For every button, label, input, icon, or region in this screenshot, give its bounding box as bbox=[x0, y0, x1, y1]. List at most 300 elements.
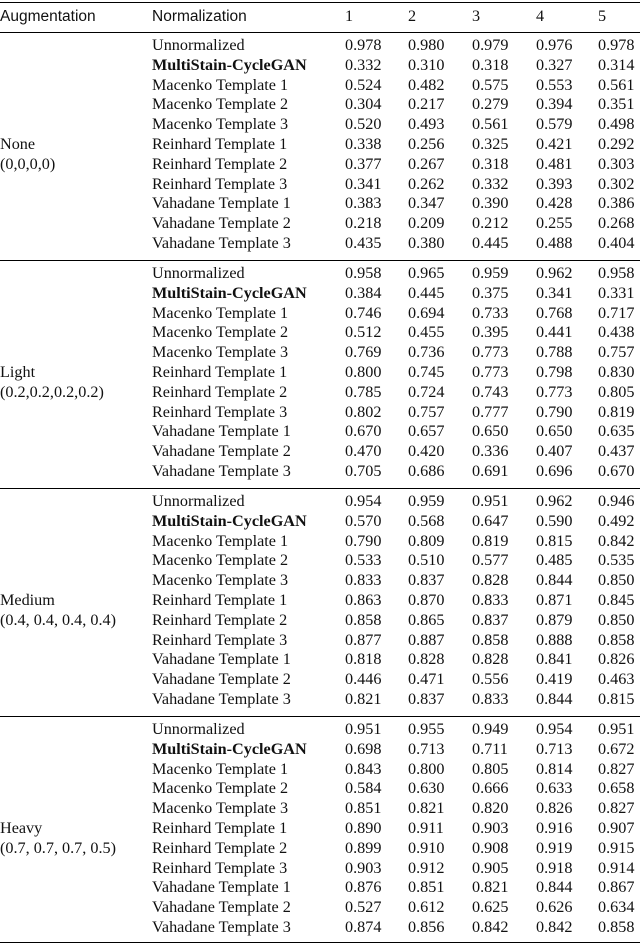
value-cell: 0.338 bbox=[345, 135, 382, 153]
value-cell: 0.903 bbox=[472, 819, 509, 837]
normalization-label: MultiStain-CycleGAN bbox=[152, 739, 307, 758]
value-cell: 0.826 bbox=[598, 650, 635, 669]
value-cell: 0.498 bbox=[598, 115, 635, 134]
table-row bbox=[0, 36, 640, 56]
table-row bbox=[0, 304, 640, 324]
value-cell: 0.819 bbox=[598, 402, 635, 421]
value-cell: 0.979 bbox=[472, 36, 509, 54]
value-cell: 0.951 bbox=[472, 492, 509, 510]
value-cell: 0.696 bbox=[536, 462, 573, 480]
normalization-label: Reinhard Template 2 bbox=[152, 838, 288, 857]
value-cell: 0.625 bbox=[472, 898, 509, 917]
value-cell: 0.634 bbox=[598, 898, 635, 917]
value-cell: 0.828 bbox=[472, 650, 509, 669]
value-cell: 0.445 bbox=[472, 234, 509, 252]
value-cell: 0.318 bbox=[472, 154, 509, 173]
value-cell: 0.958 bbox=[345, 264, 382, 282]
value-cell: 0.876 bbox=[345, 878, 382, 897]
value-cell: 0.438 bbox=[598, 323, 635, 342]
value-cell: 0.833 bbox=[472, 591, 509, 609]
value-cell: 0.828 bbox=[472, 571, 509, 590]
normalization-label: Vahadane Template 1 bbox=[152, 650, 291, 669]
table-row bbox=[0, 214, 640, 234]
value-cell: 0.404 bbox=[598, 234, 635, 252]
value-cell: 0.310 bbox=[408, 55, 445, 74]
normalization-label: Reinhard Template 3 bbox=[152, 174, 288, 193]
value-cell: 0.351 bbox=[598, 95, 635, 114]
header-col-1: 1 bbox=[345, 7, 354, 25]
table-row bbox=[0, 155, 640, 175]
value-cell: 0.698 bbox=[345, 739, 382, 758]
value-cell: 0.788 bbox=[536, 343, 573, 362]
value-cell: 0.332 bbox=[345, 55, 382, 74]
table-row bbox=[0, 95, 640, 115]
normalization-label: Macenko Template 3 bbox=[152, 571, 289, 590]
value-cell: 0.814 bbox=[536, 759, 573, 778]
value-cell: 0.694 bbox=[408, 303, 445, 322]
value-cell: 0.492 bbox=[598, 511, 635, 530]
value-cell: 0.302 bbox=[598, 174, 635, 193]
value-cell: 0.773 bbox=[472, 363, 509, 381]
table-row bbox=[0, 194, 640, 214]
value-cell: 0.768 bbox=[536, 303, 573, 322]
value-cell: 0.256 bbox=[408, 135, 445, 153]
value-cell: 0.527 bbox=[345, 898, 382, 917]
value-cell: 0.837 bbox=[408, 690, 445, 708]
augmentation-params: (0.2,0.2,0.2,0.2) bbox=[0, 383, 104, 401]
value-cell: 0.691 bbox=[472, 462, 509, 480]
augmentation-name: Heavy bbox=[0, 819, 43, 837]
table-row bbox=[0, 175, 640, 195]
value-cell: 0.485 bbox=[536, 551, 573, 570]
normalization-label: Macenko Template 1 bbox=[152, 75, 289, 94]
augmentation-name: Medium bbox=[0, 591, 55, 609]
normalization-label: Vahadane Template 2 bbox=[152, 898, 291, 917]
table-row bbox=[0, 591, 640, 611]
value-cell: 0.561 bbox=[598, 75, 635, 94]
value-cell: 0.962 bbox=[536, 492, 573, 510]
value-cell: 0.327 bbox=[536, 55, 573, 74]
normalization-label: Vahadane Template 3 bbox=[152, 690, 291, 708]
value-cell: 0.777 bbox=[472, 402, 509, 421]
value-cell: 0.908 bbox=[472, 838, 509, 857]
table-row bbox=[0, 135, 640, 155]
value-cell: 0.268 bbox=[598, 214, 635, 233]
value-cell: 0.843 bbox=[345, 759, 382, 778]
normalization-label: Vahadane Template 2 bbox=[152, 214, 291, 233]
value-cell: 0.556 bbox=[472, 670, 509, 689]
value-cell: 0.626 bbox=[536, 898, 573, 917]
value-cell: 0.568 bbox=[408, 511, 445, 530]
value-cell: 0.773 bbox=[536, 382, 573, 401]
value-cell: 0.757 bbox=[408, 402, 445, 421]
value-cell: 0.421 bbox=[536, 135, 573, 153]
normalization-label: Vahadane Template 3 bbox=[152, 918, 291, 936]
value-cell: 0.630 bbox=[408, 779, 445, 798]
value-cell: 0.959 bbox=[408, 492, 445, 510]
value-cell: 0.520 bbox=[345, 115, 382, 134]
normalization-label: Vahadane Template 3 bbox=[152, 234, 291, 252]
value-cell: 0.420 bbox=[408, 442, 445, 461]
value-cell: 0.428 bbox=[536, 194, 573, 213]
value-cell: 0.946 bbox=[598, 492, 635, 510]
table-row bbox=[0, 918, 640, 938]
augmentation-name: Light bbox=[0, 363, 36, 381]
value-cell: 0.347 bbox=[408, 194, 445, 213]
value-cell: 0.733 bbox=[472, 303, 509, 322]
table-row bbox=[0, 551, 640, 571]
value-cell: 0.842 bbox=[472, 918, 509, 936]
table-row bbox=[0, 670, 640, 690]
value-cell: 0.217 bbox=[408, 95, 445, 114]
value-cell: 0.713 bbox=[408, 739, 445, 758]
value-cell: 0.482 bbox=[408, 75, 445, 94]
header-col-5: 5 bbox=[598, 7, 607, 25]
value-cell: 0.650 bbox=[472, 422, 509, 441]
table-row bbox=[0, 898, 640, 918]
value-cell: 0.821 bbox=[345, 690, 382, 708]
value-cell: 0.837 bbox=[408, 571, 445, 590]
value-cell: 0.635 bbox=[598, 422, 635, 441]
value-cell: 0.575 bbox=[472, 75, 509, 94]
table-row bbox=[0, 264, 640, 284]
value-cell: 0.815 bbox=[536, 531, 573, 550]
value-cell: 0.949 bbox=[472, 720, 509, 738]
value-cell: 0.978 bbox=[345, 36, 382, 54]
value-cell: 0.820 bbox=[472, 799, 509, 818]
value-cell: 0.262 bbox=[408, 174, 445, 193]
group-separator-rule bbox=[0, 716, 640, 717]
normalization-label: Vahadane Template 1 bbox=[152, 194, 291, 213]
value-cell: 0.470 bbox=[345, 442, 382, 461]
normalization-label: Unnormalized bbox=[152, 36, 245, 54]
table-row bbox=[0, 56, 640, 76]
table-row bbox=[0, 740, 640, 760]
value-cell: 0.865 bbox=[408, 610, 445, 629]
value-cell: 0.657 bbox=[408, 422, 445, 441]
table-row bbox=[0, 760, 640, 780]
bottom-rule bbox=[0, 942, 640, 943]
value-cell: 0.255 bbox=[536, 214, 573, 233]
value-cell: 0.481 bbox=[536, 154, 573, 173]
normalization-label: Macenko Template 1 bbox=[152, 303, 289, 322]
normalization-label: Reinhard Template 1 bbox=[152, 363, 288, 381]
value-cell: 0.888 bbox=[536, 630, 573, 649]
normalization-label: Macenko Template 3 bbox=[152, 799, 289, 818]
value-cell: 0.686 bbox=[408, 462, 445, 480]
value-cell: 0.745 bbox=[408, 363, 445, 381]
normalization-label: Macenko Template 3 bbox=[152, 115, 289, 134]
value-cell: 0.958 bbox=[598, 264, 635, 282]
value-cell: 0.851 bbox=[345, 799, 382, 818]
value-cell: 0.579 bbox=[536, 115, 573, 134]
value-cell: 0.743 bbox=[472, 382, 509, 401]
value-cell: 0.717 bbox=[598, 303, 635, 322]
normalization-label: Macenko Template 1 bbox=[152, 759, 289, 778]
table-row bbox=[0, 492, 640, 512]
value-cell: 0.915 bbox=[598, 838, 635, 857]
value-cell: 0.833 bbox=[345, 571, 382, 590]
value-cell: 0.790 bbox=[345, 531, 382, 550]
value-cell: 0.905 bbox=[472, 858, 509, 877]
table-row bbox=[0, 462, 640, 482]
value-cell: 0.800 bbox=[345, 363, 382, 381]
augmentation-params: (0,0,0,0) bbox=[0, 155, 56, 173]
value-cell: 0.724 bbox=[408, 382, 445, 401]
value-cell: 0.471 bbox=[408, 670, 445, 689]
table-row bbox=[0, 442, 640, 462]
value-cell: 0.858 bbox=[345, 610, 382, 629]
table-row bbox=[0, 631, 640, 651]
value-cell: 0.384 bbox=[345, 283, 382, 302]
value-cell: 0.769 bbox=[345, 343, 382, 362]
value-cell: 0.911 bbox=[408, 819, 444, 837]
value-cell: 0.672 bbox=[598, 739, 635, 758]
value-cell: 0.858 bbox=[472, 630, 509, 649]
value-cell: 0.209 bbox=[408, 214, 445, 233]
value-cell: 0.828 bbox=[408, 650, 445, 669]
table-row bbox=[0, 403, 640, 423]
value-cell: 0.510 bbox=[408, 551, 445, 570]
value-cell: 0.658 bbox=[598, 779, 635, 798]
value-cell: 0.419 bbox=[536, 670, 573, 689]
value-cell: 0.954 bbox=[345, 492, 382, 510]
value-cell: 0.314 bbox=[598, 55, 635, 74]
value-cell: 0.553 bbox=[536, 75, 573, 94]
normalization-label: Reinhard Template 2 bbox=[152, 154, 288, 173]
normalization-label: Reinhard Template 2 bbox=[152, 382, 288, 401]
augmentation-name: None bbox=[0, 135, 36, 153]
value-cell: 0.837 bbox=[472, 610, 509, 629]
value-cell: 0.851 bbox=[408, 878, 445, 897]
value-cell: 0.341 bbox=[536, 283, 573, 302]
table-row bbox=[0, 76, 640, 96]
value-cell: 0.951 bbox=[345, 720, 382, 738]
value-cell: 0.844 bbox=[536, 690, 573, 708]
value-cell: 0.879 bbox=[536, 610, 573, 629]
table-row bbox=[0, 115, 640, 135]
value-cell: 0.561 bbox=[472, 115, 509, 134]
table-row bbox=[0, 323, 640, 343]
value-cell: 0.800 bbox=[408, 759, 445, 778]
value-cell: 0.951 bbox=[598, 720, 635, 738]
value-cell: 0.395 bbox=[472, 323, 509, 342]
table-row bbox=[0, 878, 640, 898]
value-cell: 0.488 bbox=[536, 234, 573, 252]
value-cell: 0.844 bbox=[536, 571, 573, 590]
value-cell: 0.842 bbox=[536, 918, 573, 936]
value-cell: 0.863 bbox=[345, 591, 382, 609]
value-cell: 0.446 bbox=[345, 670, 382, 689]
value-cell: 0.441 bbox=[536, 323, 573, 342]
value-cell: 0.821 bbox=[472, 878, 509, 897]
table-row bbox=[0, 343, 640, 363]
value-cell: 0.670 bbox=[345, 422, 382, 441]
value-cell: 0.493 bbox=[408, 115, 445, 134]
value-cell: 0.746 bbox=[345, 303, 382, 322]
value-cell: 0.705 bbox=[345, 462, 382, 480]
value-cell: 0.959 bbox=[472, 264, 509, 282]
normalization-label: Reinhard Template 3 bbox=[152, 402, 288, 421]
value-cell: 0.955 bbox=[408, 720, 445, 738]
value-cell: 0.577 bbox=[472, 551, 509, 570]
header-row bbox=[0, 7, 640, 27]
value-cell: 0.858 bbox=[598, 630, 635, 649]
value-cell: 0.590 bbox=[536, 511, 573, 530]
value-cell: 0.871 bbox=[536, 591, 573, 609]
value-cell: 0.394 bbox=[536, 95, 573, 114]
value-cell: 0.826 bbox=[536, 799, 573, 818]
normalization-label: Reinhard Template 1 bbox=[152, 819, 288, 837]
table-row bbox=[0, 650, 640, 670]
table-row bbox=[0, 571, 640, 591]
value-cell: 0.821 bbox=[408, 799, 445, 818]
value-cell: 0.512 bbox=[345, 323, 382, 342]
value-cell: 0.833 bbox=[472, 690, 509, 708]
header-col-2: 2 bbox=[408, 7, 417, 25]
value-cell: 0.711 bbox=[472, 739, 508, 758]
group-separator-rule bbox=[0, 260, 640, 261]
normalization-label: Reinhard Template 2 bbox=[152, 610, 288, 629]
normalization-label: Macenko Template 2 bbox=[152, 779, 289, 798]
value-cell: 0.341 bbox=[345, 174, 382, 193]
normalization-label: Reinhard Template 3 bbox=[152, 858, 288, 877]
value-cell: 0.332 bbox=[472, 174, 509, 193]
table-row bbox=[0, 284, 640, 304]
normalization-label: Unnormalized bbox=[152, 720, 245, 738]
value-cell: 0.965 bbox=[408, 264, 445, 282]
table-row bbox=[0, 819, 640, 839]
header-col-3: 3 bbox=[472, 7, 481, 25]
value-cell: 0.870 bbox=[408, 591, 445, 609]
value-cell: 0.279 bbox=[472, 95, 509, 114]
normalization-label: Macenko Template 1 bbox=[152, 531, 289, 550]
top-rule bbox=[0, 2, 640, 3]
value-cell: 0.850 bbox=[598, 610, 635, 629]
value-cell: 0.890 bbox=[345, 819, 382, 837]
group-separator-rule bbox=[0, 32, 640, 33]
value-cell: 0.383 bbox=[345, 194, 382, 213]
value-cell: 0.874 bbox=[345, 918, 382, 936]
value-cell: 0.218 bbox=[345, 214, 382, 233]
value-cell: 0.907 bbox=[598, 819, 635, 837]
value-cell: 0.790 bbox=[536, 402, 573, 421]
value-cell: 0.377 bbox=[345, 154, 382, 173]
value-cell: 0.633 bbox=[536, 779, 573, 798]
value-cell: 0.978 bbox=[598, 36, 635, 54]
value-cell: 0.954 bbox=[536, 720, 573, 738]
value-cell: 0.827 bbox=[598, 759, 635, 778]
value-cell: 0.916 bbox=[536, 819, 573, 837]
header-augmentation: Augmentation bbox=[0, 8, 96, 25]
normalization-label: Macenko Template 2 bbox=[152, 95, 289, 114]
value-cell: 0.570 bbox=[345, 511, 382, 530]
value-cell: 0.407 bbox=[536, 442, 573, 461]
value-cell: 0.785 bbox=[345, 382, 382, 401]
value-cell: 0.867 bbox=[598, 878, 635, 897]
value-cell: 0.802 bbox=[345, 402, 382, 421]
value-cell: 0.435 bbox=[345, 234, 382, 252]
value-cell: 0.850 bbox=[598, 571, 635, 590]
value-cell: 0.325 bbox=[472, 135, 509, 153]
value-cell: 0.830 bbox=[598, 363, 635, 381]
value-cell: 0.292 bbox=[598, 135, 635, 153]
value-cell: 0.318 bbox=[472, 55, 509, 74]
value-cell: 0.819 bbox=[472, 531, 509, 550]
table-row bbox=[0, 799, 640, 819]
value-cell: 0.773 bbox=[472, 343, 509, 362]
augmentation-params: (0.7, 0.7, 0.7, 0.5) bbox=[0, 839, 116, 857]
table-row bbox=[0, 690, 640, 710]
value-cell: 0.535 bbox=[598, 551, 635, 570]
table-row bbox=[0, 422, 640, 442]
value-cell: 0.845 bbox=[598, 591, 635, 609]
normalization-label: Vahadane Template 3 bbox=[152, 462, 291, 480]
value-cell: 0.980 bbox=[408, 36, 445, 54]
normalization-label: Reinhard Template 1 bbox=[152, 591, 288, 609]
value-cell: 0.877 bbox=[345, 630, 382, 649]
value-cell: 0.437 bbox=[598, 442, 635, 461]
normalization-label: Vahadane Template 1 bbox=[152, 878, 291, 897]
value-cell: 0.713 bbox=[536, 739, 573, 758]
table-row bbox=[0, 363, 640, 383]
value-cell: 0.903 bbox=[345, 858, 382, 877]
header-col-4: 4 bbox=[536, 7, 545, 25]
normalization-label: Macenko Template 2 bbox=[152, 551, 289, 570]
group-separator-rule bbox=[0, 488, 640, 489]
value-cell: 0.380 bbox=[408, 234, 445, 252]
value-cell: 0.463 bbox=[598, 670, 635, 689]
value-cell: 0.303 bbox=[598, 154, 635, 173]
value-cell: 0.919 bbox=[536, 838, 573, 857]
normalization-label: Reinhard Template 1 bbox=[152, 135, 288, 153]
value-cell: 0.856 bbox=[408, 918, 445, 936]
value-cell: 0.899 bbox=[345, 838, 382, 857]
normalization-label: Macenko Template 2 bbox=[152, 323, 289, 342]
value-cell: 0.736 bbox=[408, 343, 445, 362]
header-normalization: Normalization bbox=[152, 8, 247, 25]
value-cell: 0.809 bbox=[408, 531, 445, 550]
value-cell: 0.918 bbox=[536, 858, 573, 877]
value-cell: 0.914 bbox=[598, 858, 635, 877]
value-cell: 0.445 bbox=[408, 283, 445, 302]
normalization-label: Vahadane Template 1 bbox=[152, 422, 291, 441]
value-cell: 0.912 bbox=[408, 858, 445, 877]
value-cell: 0.336 bbox=[472, 442, 509, 461]
value-cell: 0.650 bbox=[536, 422, 573, 441]
normalization-label: Vahadane Template 2 bbox=[152, 670, 291, 689]
value-cell: 0.910 bbox=[408, 838, 445, 857]
value-cell: 0.533 bbox=[345, 551, 382, 570]
normalization-label: Reinhard Template 3 bbox=[152, 630, 288, 649]
value-cell: 0.375 bbox=[472, 283, 509, 302]
value-cell: 0.267 bbox=[408, 154, 445, 173]
normalization-label: Unnormalized bbox=[152, 492, 245, 510]
table-row bbox=[0, 720, 640, 740]
value-cell: 0.798 bbox=[536, 363, 573, 381]
table-row bbox=[0, 512, 640, 532]
value-cell: 0.666 bbox=[472, 779, 509, 798]
value-cell: 0.887 bbox=[408, 630, 445, 649]
value-cell: 0.390 bbox=[472, 194, 509, 213]
value-cell: 0.815 bbox=[598, 690, 635, 708]
normalization-label: Macenko Template 3 bbox=[152, 343, 289, 362]
table-row bbox=[0, 532, 640, 552]
value-cell: 0.841 bbox=[536, 650, 573, 669]
value-cell: 0.455 bbox=[408, 323, 445, 342]
normalization-label: MultiStain-CycleGAN bbox=[152, 55, 307, 74]
value-cell: 0.805 bbox=[472, 759, 509, 778]
